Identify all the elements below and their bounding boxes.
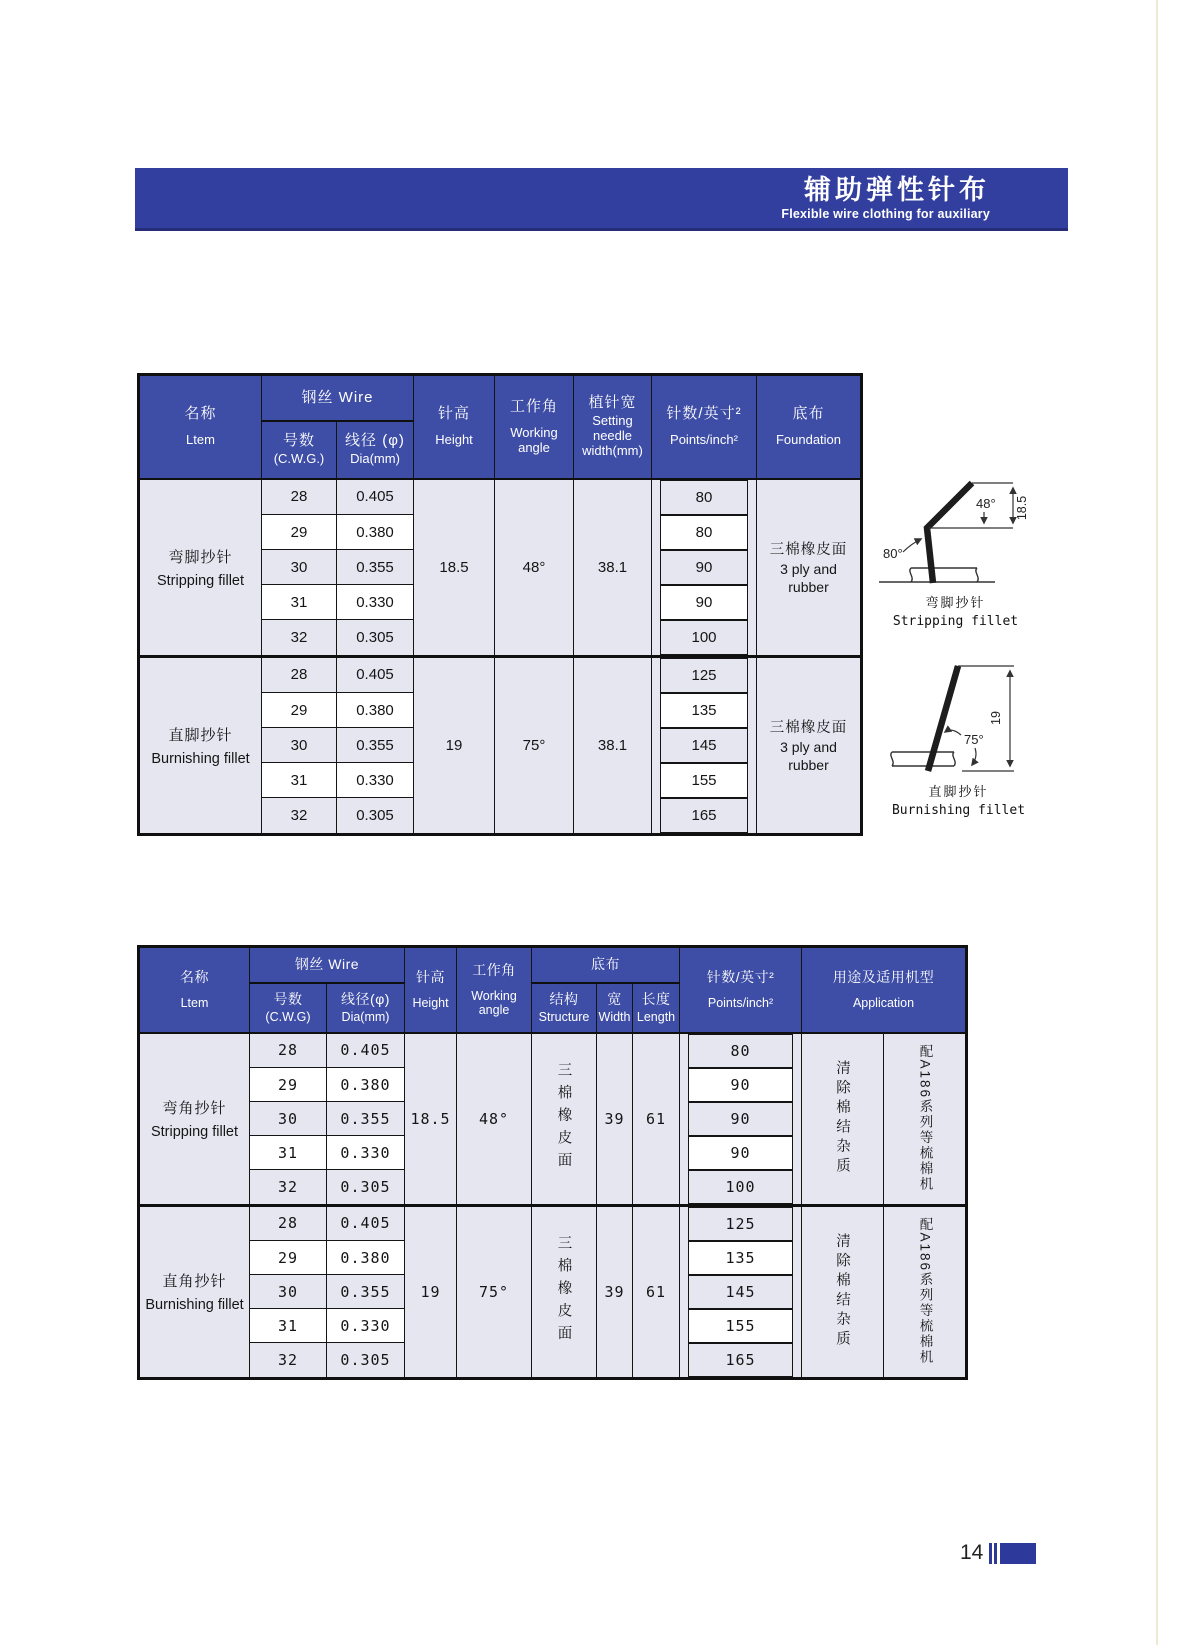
- col-header-height: 针高 Height: [414, 375, 495, 479]
- points-cell: 135: [652, 693, 757, 728]
- points-cell: 145: [680, 1275, 802, 1309]
- col-header-dia: 线径(φ) Dia(mm): [327, 983, 405, 1033]
- points-cell: 100: [680, 1170, 802, 1206]
- page-footer: [960, 1541, 1036, 1565]
- cwg-cell: 31: [250, 1309, 327, 1343]
- col-header-angle: 工作角 Working angle: [457, 947, 532, 1033]
- cwg-cell: 30: [250, 1102, 327, 1136]
- dia-cell: 0.355: [327, 1275, 405, 1309]
- application-use-cell: 清除棉结杂质: [802, 1205, 884, 1378]
- cwg-cell: 29: [262, 693, 337, 728]
- cwg-cell: 29: [250, 1068, 327, 1102]
- col-header-height: 针高 Height: [405, 947, 457, 1033]
- application-use-cell: 清除棉结杂质: [802, 1033, 884, 1206]
- cwg-cell: 32: [262, 798, 337, 835]
- height-cell: 19: [414, 656, 495, 834]
- application-machine-cell: 配A186系列等梳棉机: [884, 1033, 967, 1206]
- col-header-setting-width: 植针宽 Setting needle width(mm): [574, 375, 652, 479]
- diagram-caption: 直脚抄针 Burnishing fillet: [891, 785, 1026, 818]
- dia-cell: 0.330: [337, 763, 414, 798]
- points-cell: 90: [652, 585, 757, 620]
- cwg-cell: 31: [262, 763, 337, 798]
- dia-cell: 0.355: [327, 1102, 405, 1136]
- cwg-cell: 32: [250, 1343, 327, 1379]
- col-header-points: 针数/英寸² Points/inch²: [680, 947, 802, 1033]
- cwg-cell: 32: [262, 620, 337, 657]
- dia-cell: 0.405: [337, 479, 414, 515]
- points-cell: 80: [652, 515, 757, 550]
- points-cell: 125: [652, 656, 757, 693]
- angle-cell: 75°: [495, 656, 574, 834]
- item-name-cell: 直脚抄针 Burnishing fillet: [139, 656, 262, 834]
- cwg-cell: 29: [250, 1241, 327, 1275]
- dimension-label: 18.5: [1015, 495, 1029, 521]
- stripping-fillet-drawing: [873, 458, 1033, 590]
- dia-cell: 0.405: [327, 1205, 405, 1241]
- col-header-wire: 钢丝 Wire: [262, 375, 414, 421]
- col-header-cwg: 号数 (C.W.G): [250, 983, 327, 1033]
- foundation-strip: [891, 752, 955, 766]
- col-header-angle: 工作角 Working angle: [495, 375, 574, 479]
- lower-angle-arrow: [903, 539, 921, 552]
- col-header-name: 名称 Ltem: [139, 375, 262, 479]
- dia-cell: 0.330: [327, 1136, 405, 1170]
- points-cell: 90: [680, 1136, 802, 1170]
- page-number: 14: [960, 1541, 984, 1564]
- length-cell: 61: [633, 1033, 680, 1206]
- height-cell: 18.5: [414, 479, 495, 657]
- dia-cell: 0.305: [327, 1343, 405, 1379]
- col-header-foundation: 底布: [532, 947, 680, 983]
- cwg-cell: 28: [262, 656, 337, 693]
- item-name-cell: 弯脚抄针 Stripping fillet: [139, 479, 262, 657]
- angle-label: 75°: [964, 732, 984, 747]
- cwg-cell: 30: [250, 1275, 327, 1309]
- dia-cell: 0.380: [327, 1241, 405, 1275]
- points-cell: 90: [652, 550, 757, 585]
- structure-cell: 三棉橡皮面: [532, 1033, 597, 1206]
- dia-cell: 0.305: [327, 1170, 405, 1206]
- dia-cell: 0.330: [337, 585, 414, 620]
- col-header-cwg: 号数 (C.W.G.): [262, 421, 337, 479]
- item-name-cell: 直角抄针 Burnishing fillet: [139, 1205, 250, 1378]
- cwg-cell: 31: [262, 585, 337, 620]
- dia-cell: 0.305: [337, 620, 414, 657]
- dia-cell: 0.330: [327, 1309, 405, 1343]
- setting-width-cell: 38.1: [574, 656, 652, 834]
- dia-cell: 0.405: [337, 656, 414, 693]
- diagram-caption: 弯脚抄针 Stripping fillet: [892, 596, 1019, 629]
- cwg-cell: 29: [262, 515, 337, 550]
- spec-table-2: [137, 945, 968, 1380]
- dia-cell: 0.380: [337, 693, 414, 728]
- points-cell: 90: [680, 1102, 802, 1136]
- points-cell: 125: [680, 1205, 802, 1241]
- length-cell: 61: [633, 1205, 680, 1378]
- lower-angle-label: 80°: [883, 546, 903, 561]
- foundation-cell: 三棉橡皮面 3 ply and rubber: [757, 479, 862, 657]
- cwg-cell: 28: [250, 1205, 327, 1241]
- points-cell: 80: [680, 1033, 802, 1068]
- foundation-cell: 三棉橡皮面 3 ply and rubber: [757, 656, 862, 834]
- cwg-cell: 30: [262, 550, 337, 585]
- col-header-wire: 钢丝 Wire: [250, 947, 405, 983]
- col-header-width: 宽 Width: [597, 983, 633, 1033]
- dia-cell: 0.305: [337, 798, 414, 835]
- col-header-dia: 线径 (φ) Dia(mm): [337, 421, 414, 479]
- banner-title: 辅助弹性针布: [804, 175, 990, 206]
- points-cell: 100: [652, 620, 757, 657]
- item-name-cell: 弯角抄针 Stripping fillet: [139, 1033, 250, 1206]
- col-header-name: 名称 Ltem: [139, 947, 250, 1033]
- footer-bar-icon: [989, 1543, 992, 1564]
- points-cell: 135: [680, 1241, 802, 1275]
- setting-width-cell: 38.1: [574, 479, 652, 657]
- points-cell: 90: [680, 1068, 802, 1102]
- cwg-cell: 28: [262, 479, 337, 515]
- cwg-cell: 32: [250, 1170, 327, 1206]
- width-cell: 39: [597, 1033, 633, 1206]
- burnishing-fillet-diagram: [876, 644, 1041, 819]
- stripping-fillet-diagram: [873, 458, 1038, 630]
- dia-cell: 0.355: [337, 728, 414, 763]
- cwg-cell: 28: [250, 1033, 327, 1068]
- angle-cell: 48°: [495, 479, 574, 657]
- dia-cell: 0.405: [327, 1033, 405, 1068]
- points-cell: 165: [680, 1343, 802, 1379]
- cwg-cell: 31: [250, 1136, 327, 1170]
- dia-cell: 0.380: [327, 1068, 405, 1102]
- page-banner: [135, 168, 1068, 231]
- upper-angle-label: 48°: [976, 496, 996, 511]
- col-header-structure: 结构 Structure: [532, 983, 597, 1033]
- height-cell: 18.5: [405, 1033, 457, 1206]
- banner-subtitle: Flexible wire clothing for auxiliary: [781, 206, 990, 221]
- structure-cell: 三棉橡皮面: [532, 1205, 597, 1378]
- angle-cell: 75°: [457, 1205, 532, 1378]
- foundation-strip: [910, 568, 978, 582]
- dia-cell: 0.355: [337, 550, 414, 585]
- height-cell: 19: [405, 1205, 457, 1378]
- dimension-label: 19: [989, 711, 1003, 725]
- angle-cell: 48°: [457, 1033, 532, 1206]
- spec-table-1: [137, 373, 863, 836]
- footer-block-icon: [1000, 1543, 1036, 1564]
- points-cell: 165: [652, 798, 757, 835]
- angle-arrow-needle: [945, 730, 961, 735]
- points-cell: 80: [652, 479, 757, 515]
- width-cell: 39: [597, 1205, 633, 1378]
- burnishing-fillet-drawing: [876, 644, 1036, 779]
- application-machine-cell: 配A186系列等梳棉机: [884, 1205, 967, 1378]
- dia-cell: 0.380: [337, 515, 414, 550]
- cwg-cell: 30: [262, 728, 337, 763]
- col-header-application: 用途及适用机型 Application: [802, 947, 967, 1033]
- col-header-foundation: 底布 Foundation: [757, 375, 862, 479]
- points-cell: 155: [652, 763, 757, 798]
- footer-bar-icon: [994, 1543, 997, 1564]
- page-edge-shadow: [1156, 0, 1158, 1645]
- col-header-length: 长度 Length: [633, 983, 680, 1033]
- col-header-points: 针数/英寸² Points/inch²: [652, 375, 757, 479]
- angle-arrow-base: [972, 748, 976, 765]
- points-cell: 145: [652, 728, 757, 763]
- points-cell: 155: [680, 1309, 802, 1343]
